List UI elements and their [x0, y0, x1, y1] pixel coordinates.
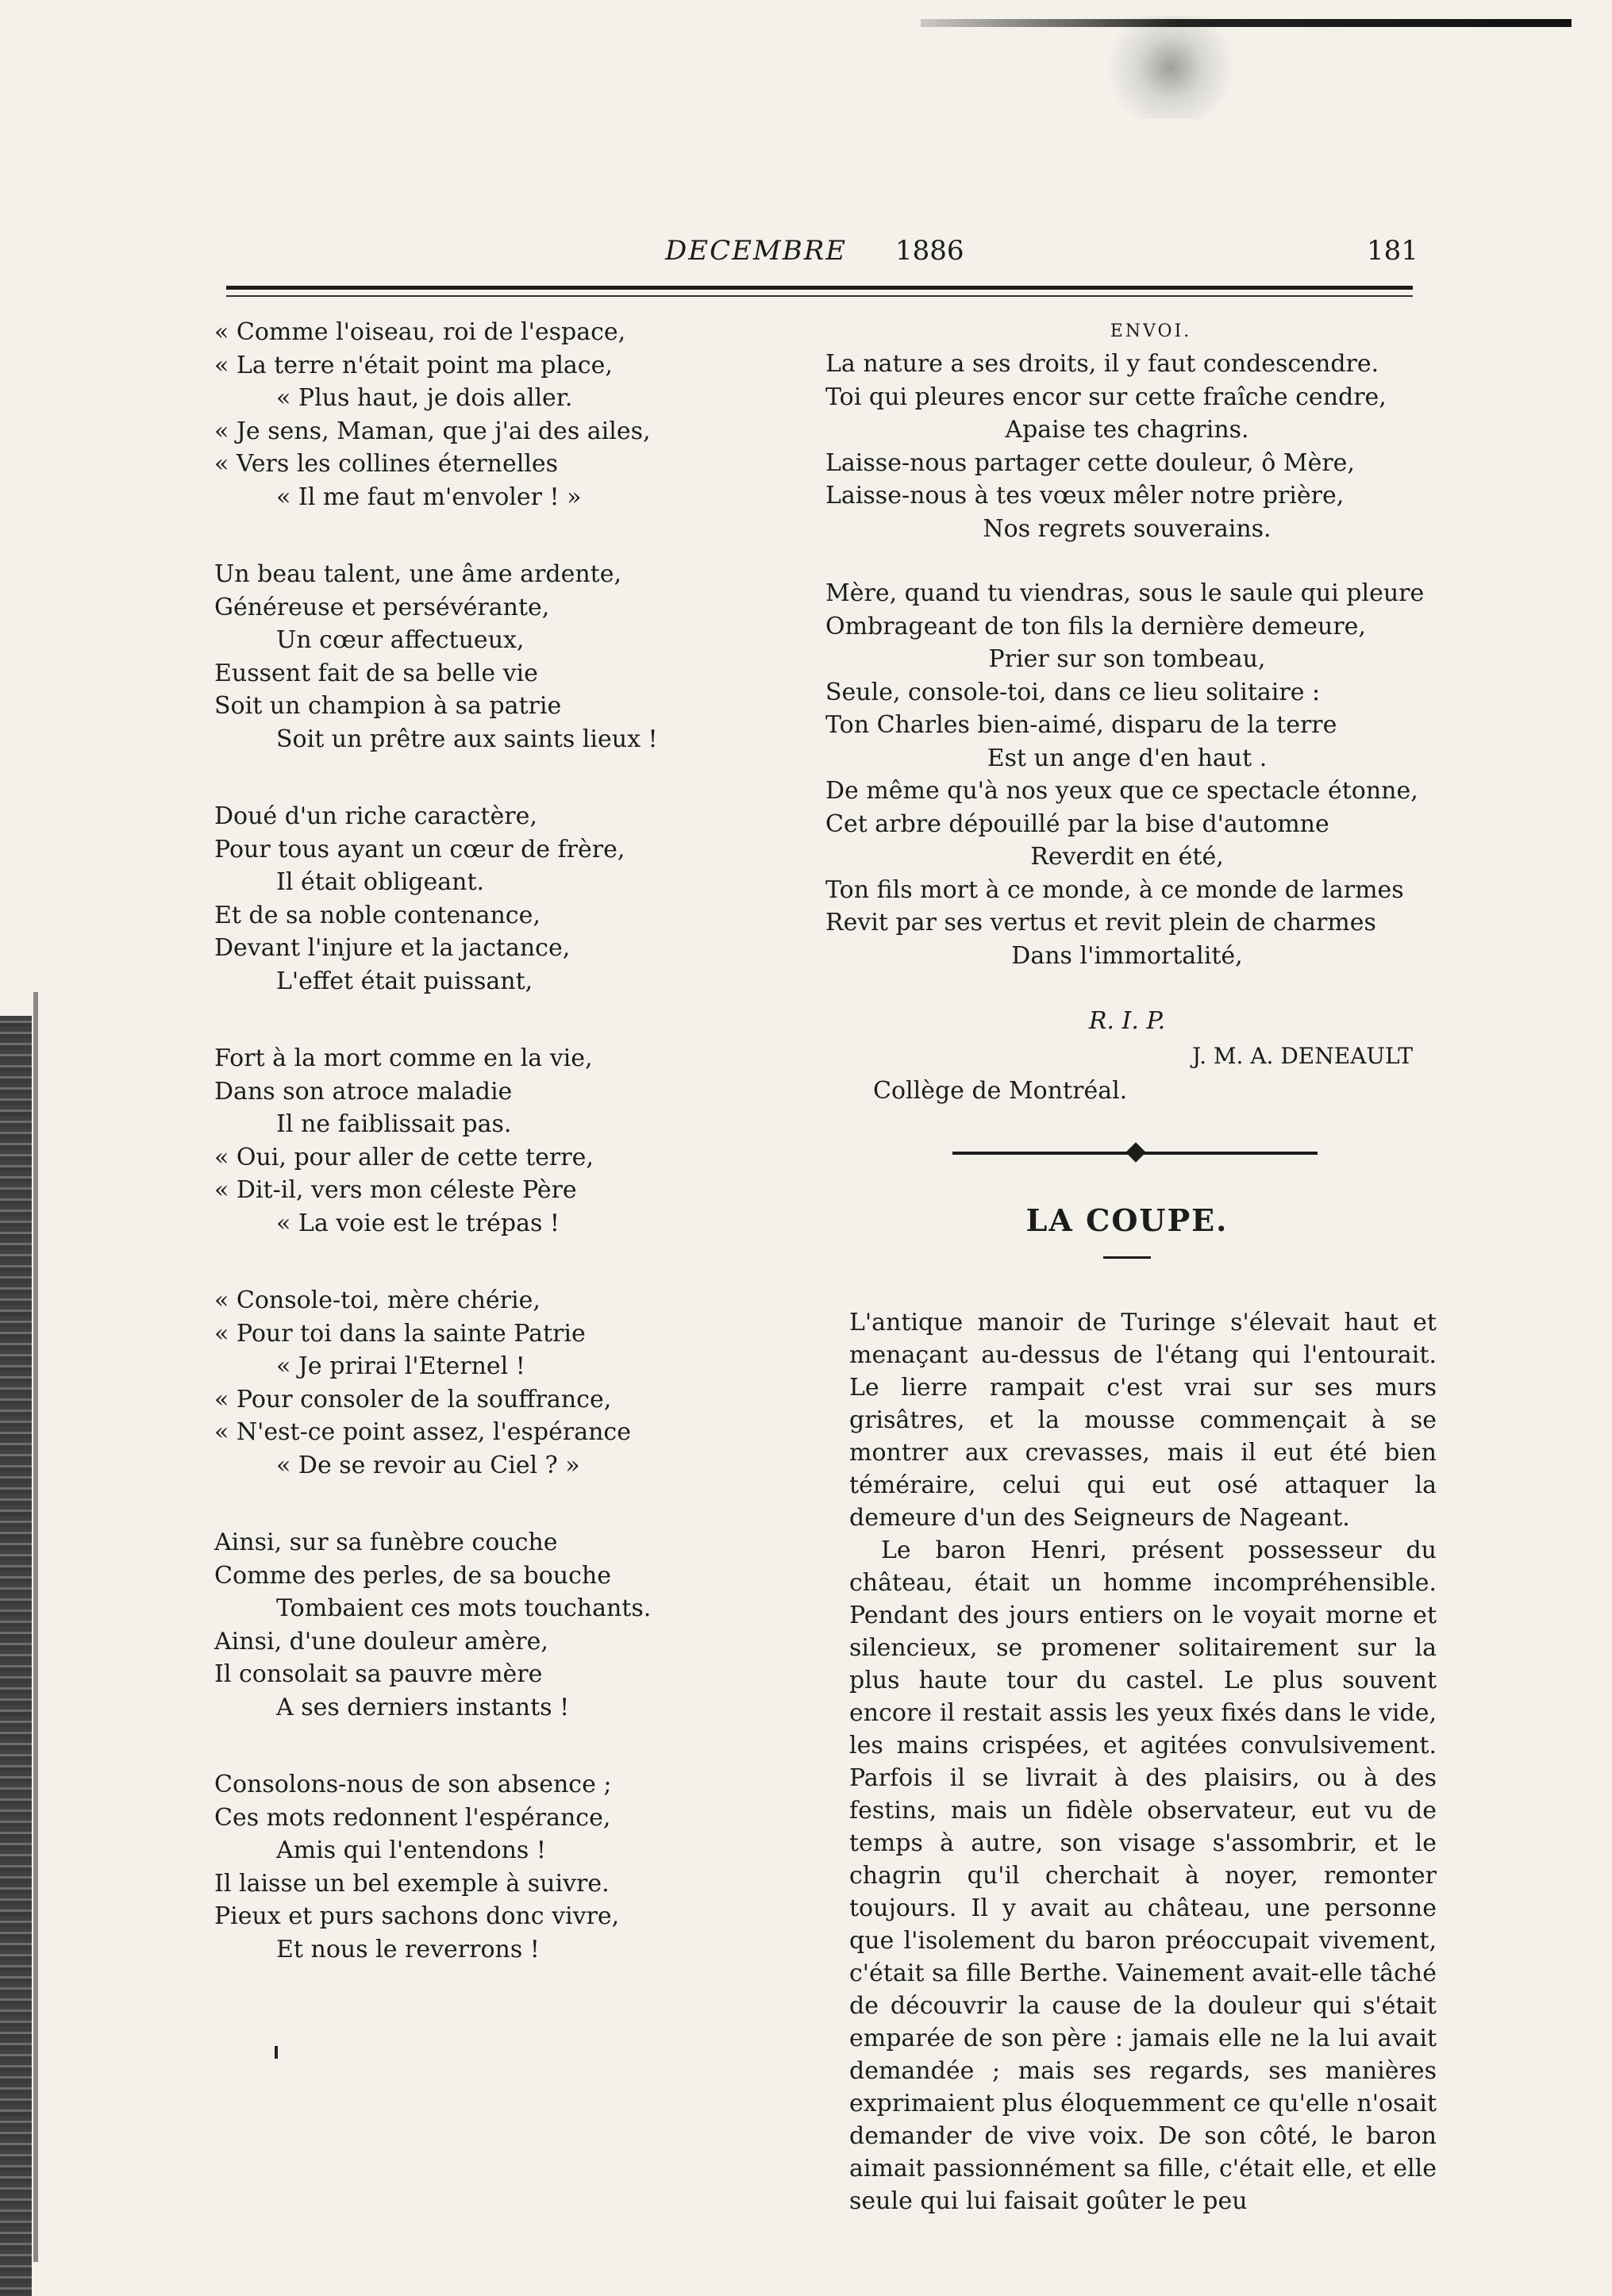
verse-line: Comme des perles, de sa bouche [214, 1561, 611, 1590]
ink-speckle [1095, 16, 1246, 119]
verse-line: « Vers les collines éternelles [214, 450, 559, 478]
verse-line: Laisse-nous à tes vœux mêler notre prière, [825, 482, 1345, 510]
verse-line: « Oui, pour aller de cette terre, [214, 1143, 594, 1171]
verse-line: Dans l'immortalité, [1011, 941, 1243, 970]
verse-line: Toi qui pleures encor sur cette fraîche cendre, [825, 383, 1387, 411]
verse-line: Ton fils mort à ce monde, à ce monde de larmes [825, 875, 1404, 904]
verse-line: « Je sens, Maman, que j'ai des ailes, [214, 417, 651, 445]
verse-line: Eussent fait de sa belle vie [214, 659, 538, 687]
stanza [214, 1284, 683, 1482]
author-signature: J. M. A. DENEAULT [1192, 1043, 1413, 1069]
verse-line: « Console-toi, mère chérie, [214, 1286, 541, 1314]
verse-line: Ainsi, sur sa funèbre couche [214, 1529, 558, 1556]
verse-line: Pour tous ayant un cœur de frère, [214, 835, 625, 863]
right-column [825, 316, 1437, 2217]
verse-line: De même qu'à nos yeux que ce spectacle étonne, [825, 777, 1418, 805]
verse-line: La nature a ses droits, il y faut condescendre. [825, 350, 1379, 378]
verse-line: Il laisse un bel exemple à suivre. [214, 1869, 610, 1898]
verse-line: « La voie est le trépas ! [276, 1209, 560, 1237]
verse-line: « N'est-ce point assez, l'espérance [214, 1418, 631, 1446]
envoi-poem [825, 348, 1429, 972]
verse-line: « Comme l'oiseau, roi de l'espace, [214, 318, 626, 346]
verse-line: « Dit-il, vers mon céleste Père [214, 1176, 577, 1204]
stanza [214, 1042, 683, 1240]
stanza [825, 577, 1429, 972]
ornament-diamond [1125, 1142, 1145, 1162]
verse-line: « Pour consoler de la souffrance, [214, 1385, 612, 1413]
header-rule-thin [226, 295, 1413, 297]
verse-line: Il consolait sa pauvre mère [214, 1660, 543, 1688]
college-line: Collège de Montréal. [873, 1077, 1128, 1105]
left-column-poem [214, 316, 683, 2010]
verse-line: Pieux et purs sachons donc vivre, [214, 1902, 620, 1930]
verse-line: Soit un champion à sa patrie [214, 692, 562, 720]
rip-line: R. I. P. [1088, 1007, 1166, 1035]
scan-binding-edge [0, 1016, 32, 2296]
article-body [849, 1306, 1437, 2217]
verse-line: Seule, console-toi, dans ce lieu solitaire : [825, 678, 1321, 706]
stanza [214, 316, 683, 513]
verse-line: Fort à la mort comme en la vie, [214, 1044, 593, 1072]
verse-line: « Pour toi dans la sainte Patrie [214, 1319, 586, 1348]
scan-binding-edge-line [33, 992, 38, 2262]
verse-line: Un cœur affectueux, [276, 626, 525, 654]
verse-line: Et de sa noble contenance, [214, 901, 541, 929]
verse-line: Consolons-nous de son absence ; [214, 1771, 612, 1798]
verse-line: Cet arbre dépouillé par la bise d'automne [825, 810, 1329, 838]
verse-line: Il ne faiblissait pas. [276, 1110, 512, 1138]
verse-line: L'effet était puissant, [276, 967, 533, 995]
verse-line: Soit un prêtre aux saints lieux ! [276, 725, 658, 753]
header-rule-thick [226, 286, 1413, 290]
verse-line: Est un ange d'en haut . [987, 744, 1268, 772]
stanza [825, 348, 1429, 545]
title-underline [1103, 1256, 1151, 1259]
verse-line: A ses derniers instants ! [276, 1693, 570, 1721]
paragraph: L'antique manoir de Turinge s'élevait haut et menaçant au-dessus de l'étang qui l'entourait. Le lierre rampait c'est vrai sur ses murs grisâtres, et la mousse commençait à se montrer aux crevasses, mais il eut été bien téméraire, celui qui eut osé attaquer la demeure d'un des Seigneurs de Nageant. [849, 1309, 1437, 1532]
verse-line: Devant l'injure et la jactance, [214, 934, 571, 962]
verse-line: Doué d'un riche caractère, [214, 802, 537, 830]
verse-line: Il était obligeant. [276, 868, 485, 896]
verse-line: Mère, quand tu viendras, sous le saule qui pleure [825, 579, 1425, 607]
verse-line: Ombrageant de ton fils la dernière demeure, [825, 612, 1366, 640]
verse-line: Et nous le reverrons ! [276, 1935, 540, 1963]
header-year: 1886 [895, 235, 964, 267]
verse-line: Dans son atroce maladie [214, 1077, 513, 1106]
stanza [214, 1768, 683, 1966]
stanza [214, 800, 683, 998]
scan-top-edge [921, 19, 1572, 27]
verse-line: Prier sur son tombeau, [988, 645, 1266, 673]
verse-line: « Il me faut m'envoler ! » [276, 483, 582, 511]
section-ornament [825, 1137, 1429, 1169]
page-number: 181 [1367, 235, 1418, 267]
verse-line: Ton Charles bien-aimé, disparu de la terre [825, 711, 1337, 739]
paragraph: Le baron Henri, présent possesseur du château, était un homme incompréhensible. Pendant des jours entiers on le voyait morne et silencieux, se promener solitairement sur la plus haute tour du castel. Le plus souvent encore il restait assis les yeux fixés dans le vide, les mains crispées, et agitées convulsivement. Parfois il se livrait à des plaisirs, ou à des festins, mais un fidèle observateur, eut vu de temps à autre, son visage s'assombrir, et le chagrin qu'il cherchait à noyer, remonter toujours. Il y avait au château, une personne que l'isolement du baron préoccupait vivement, c'était sa fille Berthe. Vainement avait-elle tâché de découvrir la cause de la douleur qui s'était emparée de son père : jamais elle ne la lui avait demandée ; mais ses regards, ses manières exprimaient plus éloquemment ce qu'elle n'osait demander de vive voix. De son côté, le baron aimait passionnément sa fille, c'était elle, et elle seule qui lui faisait goûter le peu [849, 1536, 1437, 2215]
verse-line: Apaise tes chagrins. [1005, 416, 1249, 444]
verse-line: Revit par ses vertus et revit plein de charmes [825, 909, 1376, 936]
verse-line: Laisse-nous partager cette douleur, ô Mère, [825, 448, 1355, 477]
envoi-heading: ENVOI. [1110, 321, 1192, 341]
header-month: DECEMBRE [665, 235, 848, 267]
stanza [214, 558, 683, 756]
verse-line: « Je prirai l'Eternel ! [276, 1352, 525, 1380]
verse-line: Reverdit en été, [1030, 843, 1224, 871]
running-header [0, 235, 1612, 283]
verse-line: Un beau talent, une âme ardente, [214, 560, 621, 588]
verse-line: Tombaient ces mots touchants. [276, 1594, 652, 1622]
verse-line: Généreuse et persévérante, [214, 593, 550, 621]
verse-line: « La terre n'était point ma place, [214, 351, 613, 379]
verse-line: Amis qui l'entendons ! [276, 1836, 546, 1864]
stanza [214, 1526, 683, 1724]
section-title: LA COUPE. [1025, 1202, 1229, 1238]
verse-line: « Plus haut, je dois aller. [276, 384, 573, 412]
verse-line: « De se revoir au Ciel ? » [276, 1451, 580, 1479]
verse-line: Nos regrets souverains. [983, 514, 1272, 543]
verse-line: Ainsi, d'une douleur amère, [214, 1627, 548, 1656]
ink-mark [275, 2046, 278, 2059]
verse-line: Ces mots redonnent l'espérance, [214, 1803, 611, 1832]
